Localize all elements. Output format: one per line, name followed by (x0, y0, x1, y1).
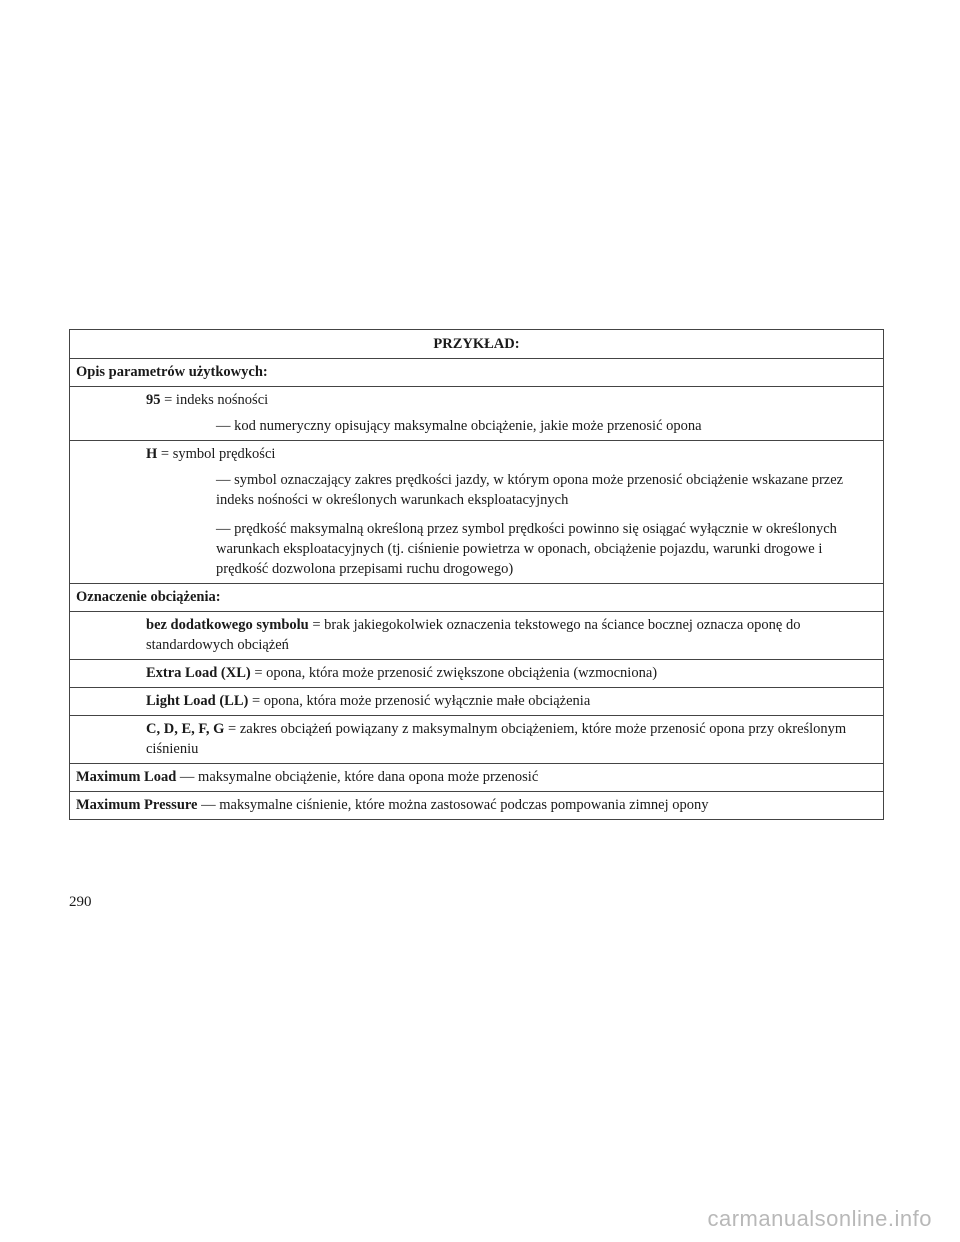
extra-load-definition: = opona, która może przenosić zwiększone obciążenia (wzmocniona) (250, 665, 658, 681)
speed-symbol-term: H (146, 446, 158, 462)
table-row-no-symbol (70, 611, 883, 659)
maximum-load-term: Maximum Load (76, 769, 177, 785)
table-row-speed-symbol (70, 440, 883, 583)
table-row-maximum-pressure (70, 791, 883, 819)
table-header (70, 330, 883, 358)
section-usage-title (70, 358, 883, 386)
speed-symbol-line (76, 444, 877, 464)
load-index-note: — kod numeryczny opisujący maksymalne obciążenie, jakie może przenosić opona (216, 418, 702, 434)
maximum-pressure-definition: — maksymalne ciśnienie, które można zastosować podczas pompowania zimnej opony (197, 797, 709, 813)
no-symbol-line (76, 615, 877, 655)
section-usage-title-text: Opis parametrów użytkowych: (76, 364, 268, 380)
table-row-light-load (70, 687, 883, 715)
table-row-load-index (70, 386, 883, 440)
table-header-text: PRZYKŁAD: (433, 336, 520, 352)
no-symbol-definition: = brak jakiegokolwiek oznaczenia tekstowego na ściance bocznej oznacza oponę do standardowych obciążeń (146, 617, 801, 653)
maximum-load-definition: — maksymalne obciążenie, które dana opona może przenosić (176, 769, 539, 785)
watermark: carmanualsonline.info (707, 1206, 932, 1231)
load-range-definition: = zakres obciążeń powiązany z maksymalnym obciążeniem, które może przenosić opona przy określonym ciśnieniu (146, 721, 847, 757)
load-index-line (76, 390, 877, 410)
load-index-term: 95 (146, 392, 161, 408)
light-load-definition: = opona, która może przenosić wyłącznie małe obciążenia (248, 693, 591, 709)
tire-example-table (69, 329, 884, 820)
speed-symbol-definition: = symbol prędkości (157, 446, 276, 462)
load-index-definition: = indeks nośności (160, 392, 269, 408)
no-symbol-term: bez dodatkowego symbolu (146, 617, 309, 633)
table-row-load-range (70, 715, 883, 763)
section-load-title-text: Oznaczenie obciążenia: (76, 589, 221, 605)
section-load-title (70, 583, 883, 611)
table-row-extra-load (70, 659, 883, 687)
page-number: 290 (69, 894, 92, 910)
light-load-line (76, 691, 877, 711)
light-load-term: Light Load (LL) (146, 693, 249, 709)
maximum-pressure-term: Maximum Pressure (76, 797, 198, 813)
table-row-maximum-load (70, 763, 883, 791)
load-range-term: C, D, E, F, G (146, 721, 225, 737)
extra-load-line (76, 663, 877, 683)
extra-load-term: Extra Load (XL) (146, 665, 251, 681)
speed-symbol-note-2: — prędkość maksymalną określoną przez symbol prędkości powinno się osiągać wyłącznie w określonych warunkach eksploatacyjnych (tj. ciśnienie powietrza w oponach, obciążenie pojazdu, warunki drogowe i prędkość dozwolona przepisami ruchu drogowego) (216, 521, 837, 577)
speed-symbol-note-1: — symbol oznaczający zakres prędkości jazdy, w którym opona może przenosić obciążenie wskazane przez indeks nośności w określonych warunkach eksploatacyjnych (216, 472, 844, 508)
load-range-line (76, 719, 877, 759)
